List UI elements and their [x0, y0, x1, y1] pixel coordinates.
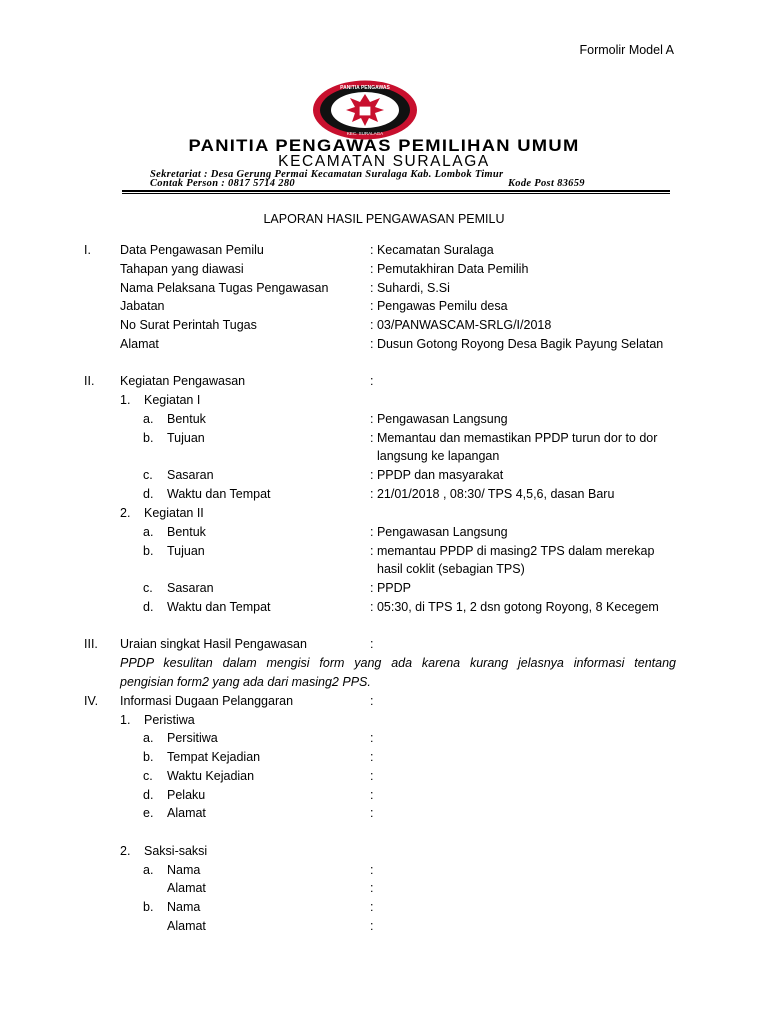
field-label: Alamat: [120, 337, 159, 351]
field-value: : PPDP dan masyarakat: [370, 468, 504, 482]
postal-code: Kode Post 83659: [508, 178, 585, 189]
item-number: 2.: [120, 506, 131, 520]
item-letter: a.: [143, 412, 154, 426]
item-letter: b.: [143, 900, 154, 914]
field-value: : PPDP: [370, 581, 411, 595]
header-divider: [122, 190, 670, 192]
section-number: III.: [84, 637, 98, 651]
field-label: Waktu dan Tempat: [167, 487, 271, 501]
field-colon: :: [370, 806, 374, 820]
item-letter: c.: [143, 769, 153, 783]
field-label: Waktu dan Tempat: [167, 600, 271, 614]
field-label: Data Pengawasan Pemilu: [120, 243, 264, 257]
item-letter: b.: [143, 544, 154, 558]
summary-paragraph: [120, 654, 676, 691]
section-number: I.: [84, 243, 91, 257]
field-value: : Kecamatan Suralaga: [370, 243, 494, 257]
svg-text:KEC. SURALAGA: KEC. SURALAGA: [346, 131, 384, 136]
field-colon: :: [370, 881, 374, 895]
section-number: II.: [84, 374, 95, 388]
section-heading: Uraian singkat Hasil Pengawasan: [120, 637, 307, 651]
field-value: : Pengawasan Langsung: [370, 525, 508, 539]
field-label: Bentuk: [167, 525, 206, 539]
field-value: : Dusun Gotong Royong Desa Bagik Payung Selatan: [370, 337, 664, 351]
field-colon: :: [370, 731, 374, 745]
item-letter: a.: [143, 863, 154, 877]
field-label: Sasaran: [167, 581, 214, 595]
field-value: : Memantau dan memastikan PPDP turun dor to dor: [370, 431, 658, 445]
item-letter: d.: [143, 788, 154, 802]
field-value-continued: langsung ke lapangan: [377, 449, 500, 463]
field-value: : memantau PPDP di masing2 TPS dalam merekap: [370, 544, 655, 558]
item-number: 1.: [120, 713, 131, 727]
field-label: Tujuan: [167, 544, 205, 558]
field-colon: :: [370, 788, 374, 802]
field-label: Nama: [167, 863, 201, 877]
field-value-continued: hasil coklit (sebagian TPS): [377, 562, 525, 576]
report-title: LAPORAN HASIL PENGAWASAN PEMILU: [263, 212, 505, 226]
field-label: Waktu Kejadian: [167, 769, 255, 783]
item-letter: d.: [143, 487, 154, 501]
field-colon: :: [370, 919, 374, 933]
subsection-heading: Peristiwa: [144, 713, 195, 727]
field-colon: :: [370, 750, 374, 764]
field-colon: :: [370, 769, 374, 783]
field-value: : 03/PANWASCAM-SRLG/I/2018: [370, 318, 552, 332]
svg-text:PANITIA PENGAWAS: PANITIA PENGAWAS: [340, 85, 390, 91]
field-colon: :: [370, 694, 374, 708]
field-value: : Pengawas Pemilu desa: [370, 299, 508, 313]
secretariat-address: Sekretariat : Desa Gerung Permai Kecamatan Suralaga Kab. Lombok Timur: [150, 169, 504, 180]
field-label: Alamat: [167, 919, 206, 933]
section-heading: Informasi Dugaan Pelanggaran: [120, 694, 294, 708]
subsection-heading: Saksi-saksi: [144, 844, 208, 858]
summary-line: PPDP kesulitan dalam mengisi form yang ada karena kurang jelasnya informasi tentang: [120, 656, 676, 670]
item-letter: a.: [143, 731, 154, 745]
field-label: Nama: [167, 900, 201, 914]
field-value: : 05:30, di TPS 1, 2 dsn gotong Royong, 8 Kecegem: [370, 600, 659, 614]
field-colon: :: [370, 900, 374, 914]
field-label: Persitiwa: [167, 731, 218, 745]
form-model-label: Formolir Model A: [579, 43, 674, 57]
field-label: Pelaku: [167, 788, 206, 802]
item-letter: b.: [143, 750, 154, 764]
field-label: Alamat: [167, 881, 206, 895]
item-letter: a.: [143, 525, 154, 539]
item-letter: e.: [143, 806, 154, 820]
district-name: KECAMATAN SURALAGA: [278, 153, 490, 170]
field-value: : 21/01/2018 , 08:30/ TPS 4,5,6, dasan Baru: [370, 487, 615, 501]
field-label: Bentuk: [167, 412, 206, 426]
field-colon: :: [370, 374, 374, 388]
section-heading: Kegiatan Pengawasan: [120, 374, 246, 388]
field-label: Nama Pelaksana Tugas Pengawasan: [120, 281, 329, 295]
field-value: : Pemutakhiran Data Pemilih: [370, 262, 529, 276]
header-divider-thin: [122, 193, 670, 194]
organization-name: PANITIA PENGAWAS PEMILIHAN UMUM: [188, 136, 580, 155]
field-label: Sasaran: [167, 468, 214, 482]
field-label: Alamat: [167, 806, 206, 820]
field-value: : Pengawasan Langsung: [370, 412, 508, 426]
field-label: Tahapan yang diawasi: [120, 262, 244, 276]
field-label: Jabatan: [120, 299, 165, 313]
item-letter: b.: [143, 431, 154, 445]
field-label: Tempat Kejadian: [167, 750, 261, 764]
item-letter: c.: [143, 468, 153, 482]
panwas-emblem-logo: [312, 80, 418, 140]
item-number: 2.: [120, 844, 131, 858]
field-colon: :: [370, 863, 374, 877]
subsection-heading: Kegiatan II: [144, 506, 204, 520]
item-letter: c.: [143, 581, 153, 595]
item-number: 1.: [120, 393, 131, 407]
field-value: : Suhardi, S.Si: [370, 281, 450, 295]
item-letter: d.: [143, 600, 154, 614]
field-label: Tujuan: [167, 431, 205, 445]
contact-person: Contak Person : 0817 5714 280: [150, 178, 295, 189]
section-number: IV.: [84, 694, 99, 708]
subsection-heading: Kegiatan I: [144, 393, 201, 407]
field-label: No Surat Perintah Tugas: [120, 318, 257, 332]
field-colon: :: [370, 637, 374, 651]
summary-line: pengisian form2 yang ada dari masing2 PPS.: [120, 674, 371, 689]
